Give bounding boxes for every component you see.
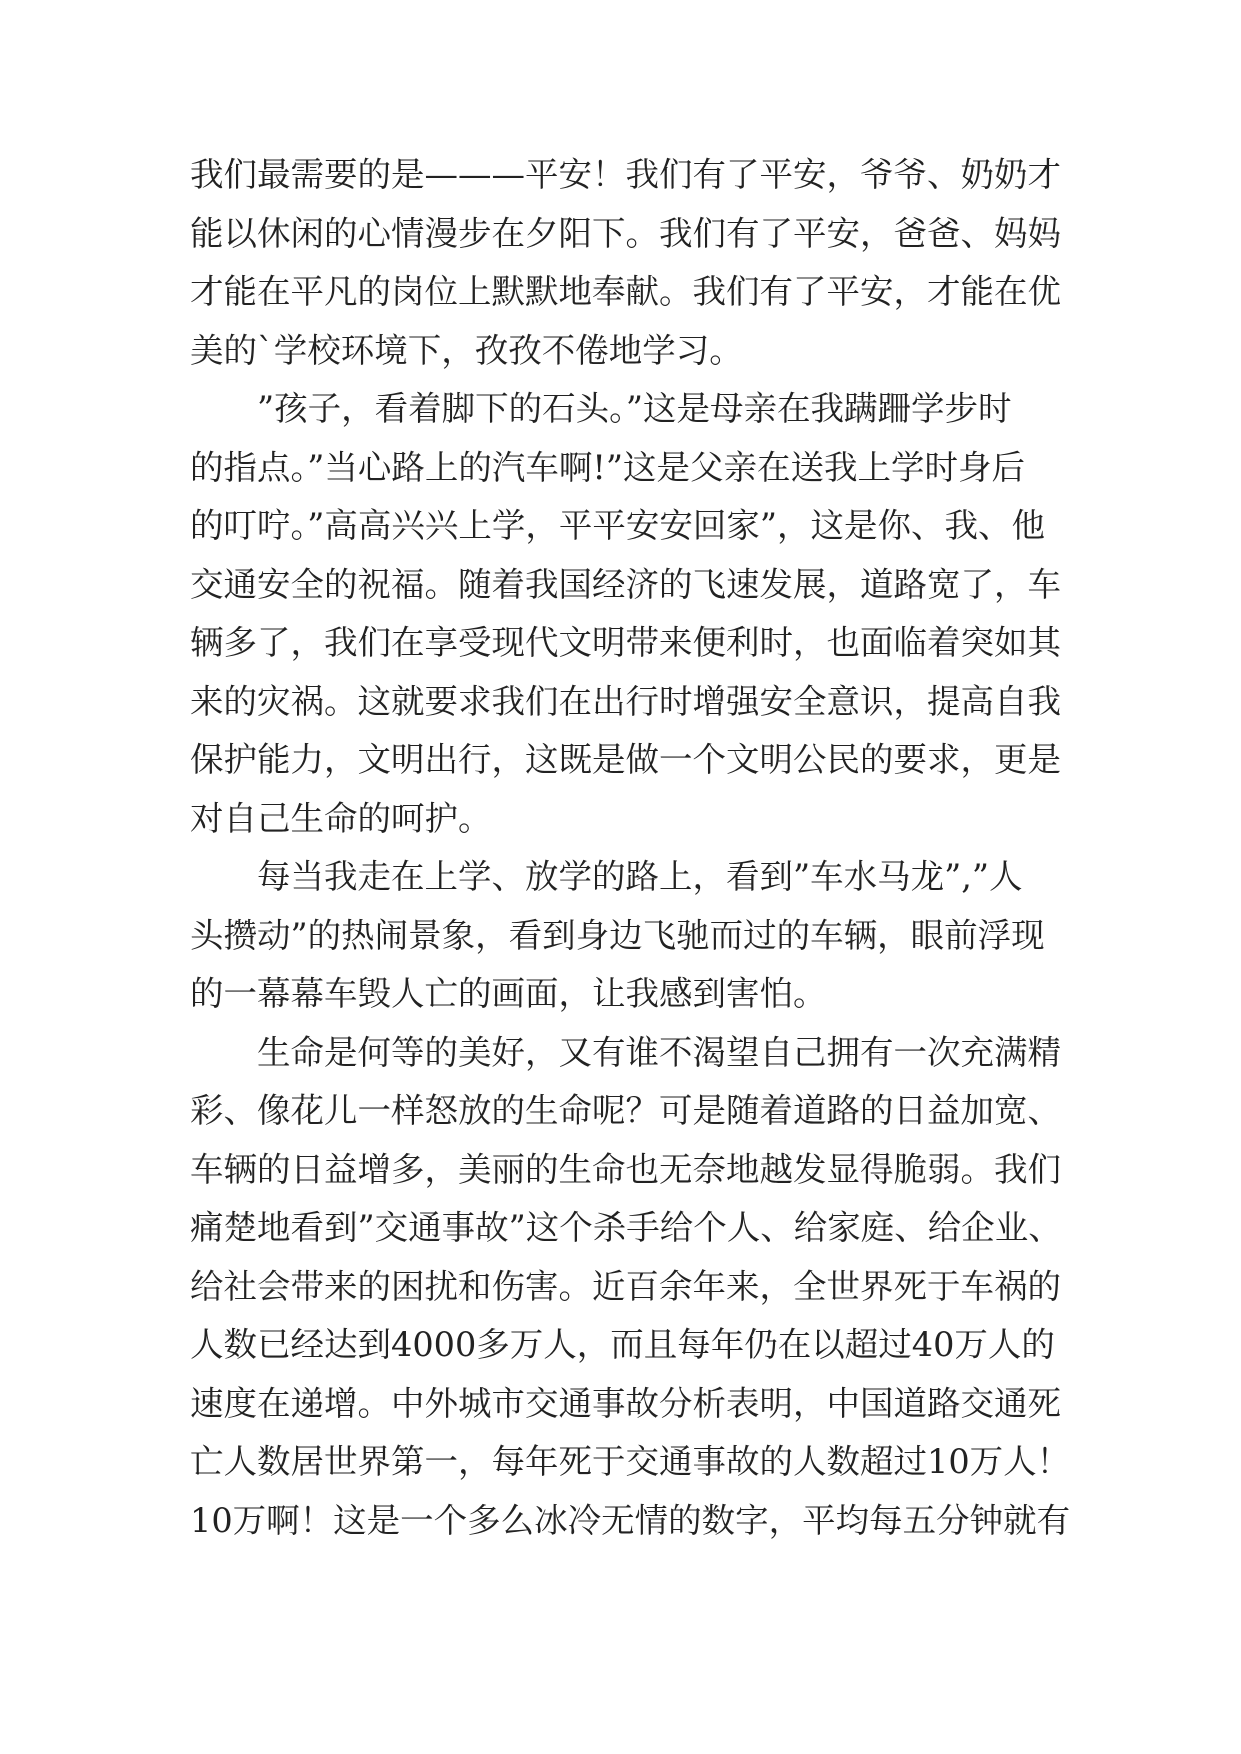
text-line: 亡人数居世界第一，每年死于交通事故的人数超过10万人！ <box>190 1442 1071 1481</box>
text-line: 10万啊！这是一个多么冰冷无情的数字，平均每五分钟就有 <box>190 1500 1071 1540</box>
text-line: 速度在递增。中外城市交通事故分析表明，中国道路交通死 <box>190 1383 1061 1423</box>
text-line: 的叮咛。”高高兴兴上学，平平安安回家”，这是你、我、他 <box>190 506 1046 545</box>
text-line: 交通安全的祝福。随着我国经济的飞速发展，道路宽了，车 <box>190 564 1061 604</box>
text-line: 才能在平凡的岗位上默默地奉献。我们有了平安，才能在优 <box>190 272 1061 311</box>
text-line: 人数已经达到4000多万人，而且每年仍在以超过40万人的 <box>190 1325 1055 1364</box>
text-line: 辆多了，我们在享受现代文明带来便利时，也面临着突如其 <box>190 623 1061 662</box>
text-line: 来的灾祸。这就要求我们在出行时增强安全意识，提高自我 <box>190 681 1061 721</box>
paragraph-start-line: 每当我走在上学、放学的路上，看到”车水马龙”,”人 <box>257 857 1023 896</box>
text-line: 我们最需要的是———平安！我们有了平安，爷爷、奶奶才 <box>190 155 1061 194</box>
text-line: 美的`学校环境下，孜孜不倦地学习。 <box>190 330 743 370</box>
text-line: 的指点。”当心路上的汽车啊!”这是父亲在送我上学时身后 <box>190 447 1025 487</box>
text-line: 彩、像花儿一样怒放的生命呢？可是随着道路的日益加宽、 <box>190 1091 1061 1130</box>
text-line: 能以休闲的心情漫步在夕阳下。我们有了平安，爸爸、妈妈 <box>190 213 1061 253</box>
text-line: 给社会带来的困扰和伤害。近百余年来，全世界死于车祸的 <box>190 1266 1061 1306</box>
text-line: 车辆的日益增多，美丽的生命也无奈地越发显得脆弱。我们 <box>190 1149 1061 1189</box>
paragraph-start-line: ”孩子，看着脚下的石头。”这是母亲在我蹒跚学步时 <box>257 389 1012 428</box>
document-page <box>190 146 1071 1550</box>
text-line: 保护能力，文明出行，这既是做一个文明公民的要求，更是 <box>190 740 1061 779</box>
text-line: 痛楚地看到”交通事故”这个杀手给个人、给家庭、给企业、 <box>190 1208 1062 1247</box>
paragraph-start-line: 生命是何等的美好，又有谁不渴望自己拥有一次充满精 <box>257 1032 1061 1072</box>
text-line: 对自己生命的呵护。 <box>190 798 492 838</box>
text-line: 头攒动”的热闹景象，看到身边飞驰而过的车辆，眼前浮现 <box>190 915 1045 955</box>
text-line: 的一幕幕车毁人亡的画面，让我感到害怕。 <box>190 974 827 1013</box>
